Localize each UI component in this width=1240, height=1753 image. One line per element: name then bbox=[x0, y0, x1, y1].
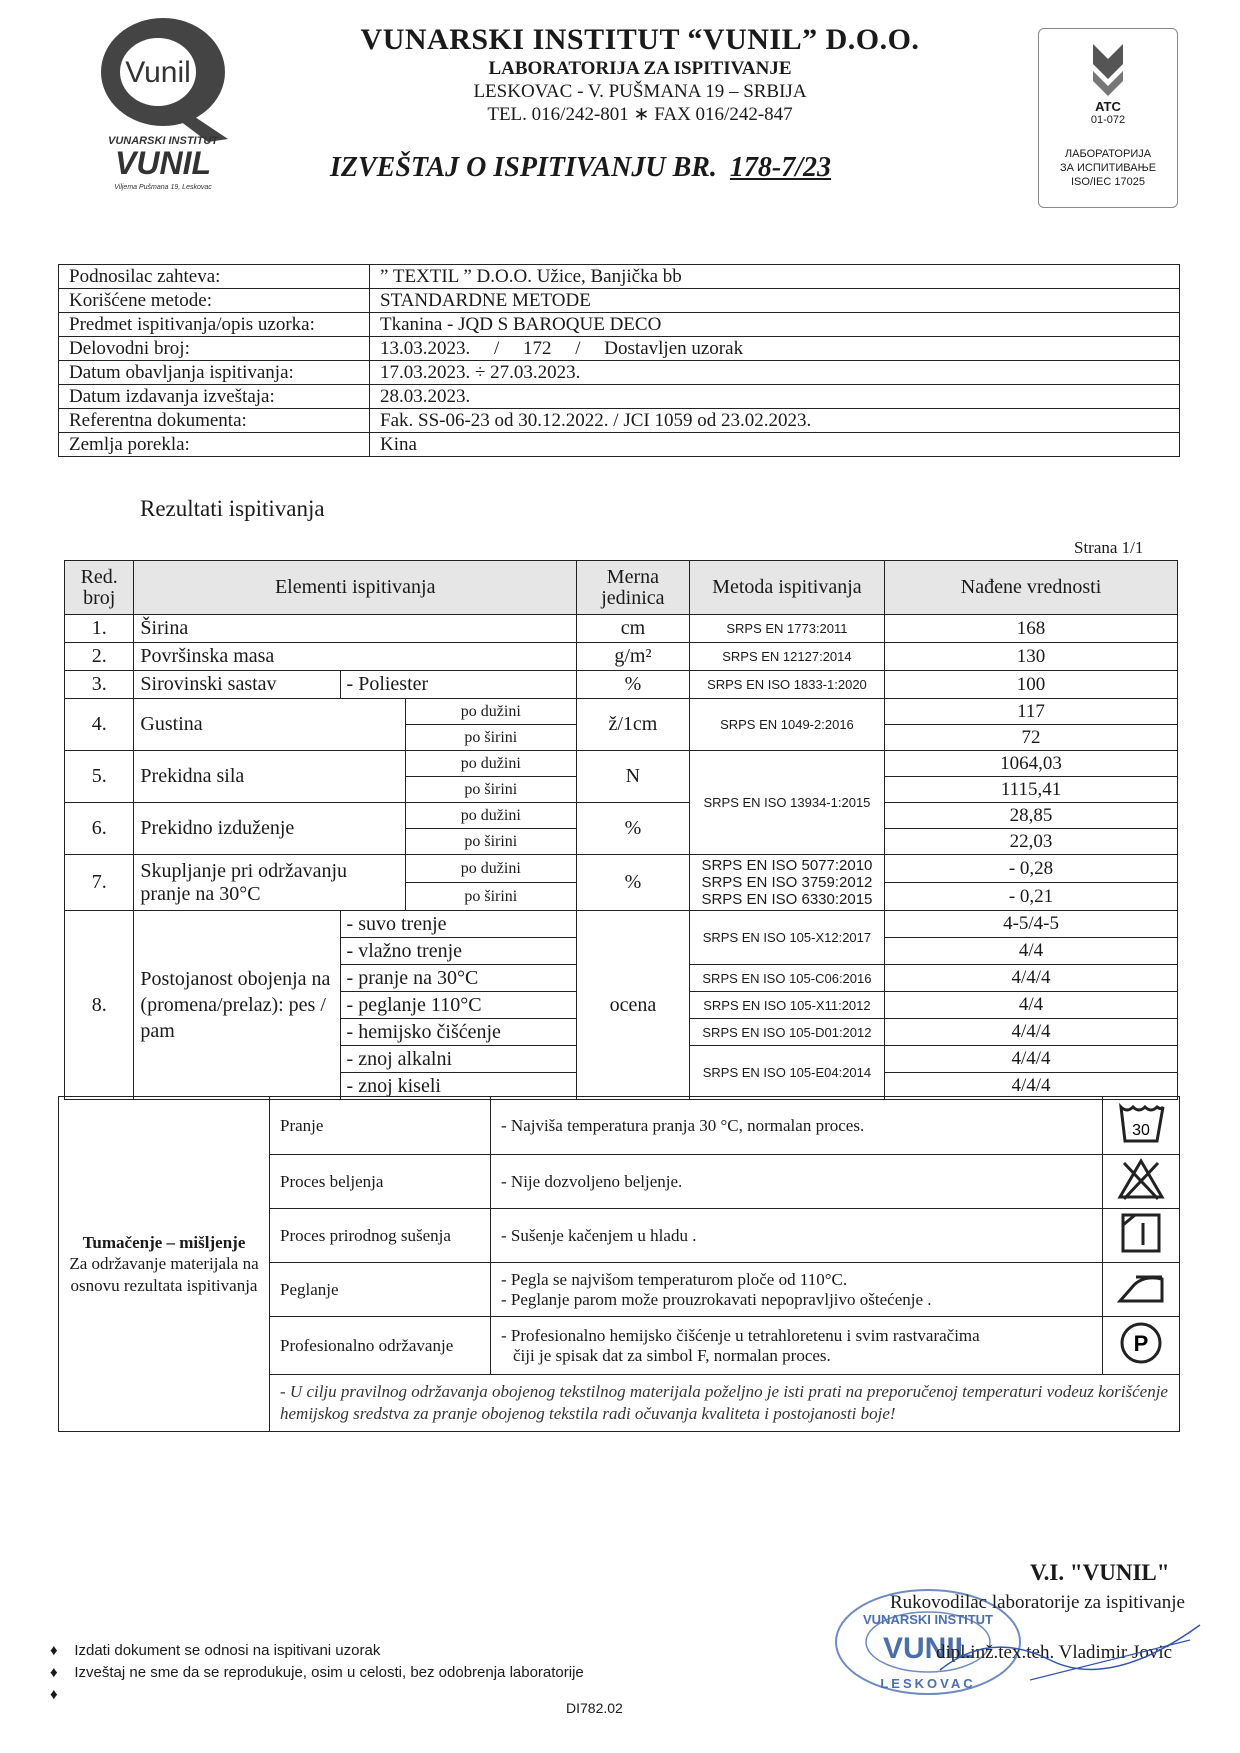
row-method: SRPS EN ISO 1833-1:2020 bbox=[689, 671, 884, 699]
method-line: SRPS EN ISO 3759:2012 bbox=[701, 873, 873, 891]
care-text-line: - Peglanje parom može prouzrokavati nepopravljivo oštećenje . bbox=[501, 1289, 932, 1309]
row-value: 4/4/4 bbox=[885, 1019, 1178, 1046]
care-label: Proces prirodnog sušenja bbox=[270, 1209, 491, 1263]
fastness-item: - znoj alkalni bbox=[340, 1046, 576, 1073]
direction-width: po širini bbox=[405, 725, 576, 751]
info-label: Predmet ispitivanja/opis uzorka: bbox=[59, 313, 370, 337]
row-unit: g/m² bbox=[577, 643, 690, 671]
report-number: 178-7/23 bbox=[729, 152, 832, 183]
row-unit: % bbox=[577, 855, 690, 911]
info-label: Datum izdavanja izveštaja: bbox=[59, 385, 370, 409]
info-value: STANDARDNE METODE bbox=[370, 289, 1180, 313]
row-value: 4-5/4-5 bbox=[885, 911, 1178, 938]
fastness-item: - vlažno trenje bbox=[340, 938, 576, 965]
fastness-item: - peglanje 110°C bbox=[340, 992, 576, 1019]
row-method: SRPS EN ISO 105-E04:2014 bbox=[689, 1046, 884, 1100]
row-element-line2: pranje na 30°C bbox=[140, 882, 261, 905]
direction-width: po širini bbox=[405, 883, 576, 911]
signer-name: dipl.inž.tex.teh. Vladimir Jović bbox=[936, 1642, 1173, 1663]
direction-length: po dužini bbox=[405, 803, 576, 829]
atc-lab: ЛАБОРАТОРИЈА bbox=[1064, 148, 1152, 160]
svg-text:30: 30 bbox=[1132, 1122, 1150, 1139]
row-element: Površinska masa bbox=[134, 643, 577, 671]
direction-length: po dužini bbox=[405, 855, 576, 883]
request-info-table bbox=[58, 264, 1180, 457]
row-method: SRPS EN ISO 105-X11:2012 bbox=[689, 992, 884, 1019]
table-row bbox=[65, 803, 1178, 829]
table-row bbox=[65, 643, 1178, 671]
care-text-line: - Pegla se najvišom temperaturom ploče od 110°C. bbox=[501, 1269, 848, 1289]
table-row bbox=[65, 911, 1178, 938]
page-label: Strana 1/1 bbox=[1074, 538, 1144, 557]
logo-brand: VUNIL bbox=[115, 145, 211, 181]
row-value: 168 bbox=[885, 615, 1178, 643]
row-element: Prekidna sila bbox=[134, 751, 405, 803]
row-unit: ž/1cm bbox=[577, 699, 690, 751]
direction-length: po dužini bbox=[405, 699, 576, 725]
logo-text: Vunil bbox=[125, 56, 191, 89]
wash-30-icon bbox=[1103, 1097, 1180, 1155]
info-label: Datum obavljanja ispitivanja: bbox=[59, 361, 370, 385]
info-value: 17.03.2023. ÷ 27.03.2023. bbox=[370, 361, 1180, 385]
iron-low-icon bbox=[1103, 1263, 1180, 1317]
info-label: Korišćene metode: bbox=[59, 289, 370, 313]
info-value: 13.03.2023. / 172 / Dostavljen uzorak bbox=[370, 337, 1180, 361]
svg-text:VUNIL: VUNIL bbox=[883, 1632, 973, 1665]
dry-clean-p-icon bbox=[1103, 1317, 1180, 1375]
row-unit: % bbox=[577, 803, 690, 855]
row-num: 1. bbox=[65, 615, 134, 643]
table-row bbox=[59, 337, 1180, 361]
row-element: Gustina bbox=[134, 699, 405, 751]
table-row bbox=[59, 289, 1180, 313]
col-element: Elementi ispitivanja bbox=[134, 561, 577, 615]
info-value: ” TEXTIL ” D.O.O. Užice, Banjička bb bbox=[370, 265, 1180, 289]
footer-note: ♦ Izdati dokument se odnosi na ispitivani uzorak bbox=[50, 1642, 381, 1659]
fastness-item: - znoj kiseli bbox=[340, 1073, 576, 1100]
care-note: - U cilju pravilnog održavanja obojenog tekstilnog materijala poželjno je isti prati na preporučenoj temperaturi vodeuz korišćenje hemijskog sredstva za pranje obojenog tekstila radi očuvanja kvaliteta i postojanosti boje! bbox=[270, 1375, 1180, 1432]
care-text: - Nije dozvoljeno beljenje. bbox=[491, 1155, 1103, 1209]
row-method: SRPS EN ISO 105-X12:2017 bbox=[689, 911, 884, 965]
table-row bbox=[59, 385, 1180, 409]
col-method: Metoda ispitivanja bbox=[689, 561, 884, 615]
row-num: 7. bbox=[65, 855, 134, 911]
fastness-item: - hemijsko čišćenje bbox=[340, 1019, 576, 1046]
direction-length: po dužini bbox=[405, 751, 576, 777]
method-line: SRPS EN ISO 6330:2015 bbox=[701, 891, 873, 909]
col-num: Red. broj bbox=[65, 561, 134, 615]
col-value: Nađene vrednosti bbox=[885, 561, 1178, 615]
care-label: Peglanje bbox=[270, 1263, 491, 1317]
info-label: Delovodni broj: bbox=[59, 337, 370, 361]
row-value: 4/4 bbox=[885, 992, 1178, 1019]
atc-logo-icon bbox=[1083, 39, 1133, 99]
row-element: Sirovinski sastav bbox=[134, 671, 340, 699]
report-title-prefix: IZVEŠTAJ O ISPITIVANJU BR. bbox=[330, 152, 717, 183]
institute-name: VUNARSKI INSTITUT “VUNIL” D.O.O. bbox=[360, 23, 920, 56]
footer-note: ♦ Izveštaj ne sme da se reprodukuje, osim u celosti, bez odobrenja laboratorije bbox=[50, 1663, 584, 1681]
row-value: 1115,41 bbox=[885, 777, 1178, 803]
table-row bbox=[65, 855, 1178, 883]
logo-address: Viljema Pušmana 19, Leskovac bbox=[114, 184, 212, 191]
row-num: 5. bbox=[65, 751, 134, 803]
table-row bbox=[65, 751, 1178, 777]
row-value: 72 bbox=[885, 725, 1178, 751]
table-row bbox=[65, 699, 1178, 725]
table-row bbox=[59, 1097, 1180, 1155]
row-num: 4. bbox=[65, 699, 134, 751]
row-unit: cm bbox=[577, 615, 690, 643]
row-method: SRPS EN ISO 105-C06:2016 bbox=[689, 965, 884, 992]
handwritten-signature bbox=[930, 1610, 1210, 1690]
table-row bbox=[59, 361, 1180, 385]
table-row bbox=[59, 265, 1180, 289]
logo-caption: VUNARSKI INSTITUT bbox=[108, 135, 218, 147]
no-bleach-icon bbox=[1103, 1155, 1180, 1209]
care-label: Profesionalno održavanje bbox=[270, 1317, 491, 1375]
fastness-item: - pranje na 30°C bbox=[340, 965, 576, 992]
interpretation-title bbox=[59, 1097, 270, 1432]
table-row bbox=[59, 433, 1180, 457]
row-value: 4/4/4 bbox=[885, 965, 1178, 992]
info-value: Fak. SS-06-23 od 30.12.2022. / JCI 1059 od 23.02.2023. bbox=[370, 409, 1180, 433]
atc-lab2: ЗА ИСПИТИВАЊЕ bbox=[1059, 161, 1157, 174]
method-line: SRPS EN ISO 5077:2010 bbox=[701, 856, 873, 874]
info-label: Referentna dokumenta: bbox=[59, 409, 370, 433]
institute-logo bbox=[88, 14, 238, 194]
row-num: 8. bbox=[65, 911, 134, 1100]
care-label: Pranje bbox=[270, 1097, 491, 1155]
svg-text:P: P bbox=[1133, 1331, 1149, 1356]
row-unit: % bbox=[577, 671, 690, 699]
fastness-item: - suvo trenje bbox=[340, 911, 576, 938]
phone-fax: TEL. 016/242-801 ∗ FAX 016/242-847 bbox=[487, 103, 793, 125]
footer-notes bbox=[50, 1640, 584, 1705]
row-value: 100 bbox=[885, 671, 1178, 699]
table-row bbox=[59, 409, 1180, 433]
svg-text:LESKOVAC: LESKOVAC bbox=[880, 1676, 976, 1691]
care-text: - Najviša temperatura pranja 30 °C, normalan proces. bbox=[491, 1097, 1103, 1155]
row-value: 117 bbox=[885, 699, 1178, 725]
accreditation-badge bbox=[1038, 28, 1178, 208]
document-reference: DI782.02 bbox=[566, 1700, 623, 1716]
results-heading: Rezultati ispitivanja bbox=[140, 496, 325, 521]
row-num: 6. bbox=[65, 803, 134, 855]
row-element: Prekidno izduženje bbox=[134, 803, 405, 855]
line-dry-shade-icon bbox=[1103, 1209, 1180, 1263]
info-label: Zemlja porekla: bbox=[59, 433, 370, 457]
report-title bbox=[330, 152, 837, 184]
row-value: - 0,21 bbox=[885, 883, 1178, 911]
info-value: Tkanina - JQD S BAROQUE DECO bbox=[370, 313, 1180, 337]
table-row bbox=[65, 671, 1178, 699]
atc-iso: ISO/IEC 17025 bbox=[1071, 175, 1145, 188]
row-element-line1: Skupljanje pri održavanju bbox=[140, 859, 348, 882]
row-unit: ocena bbox=[577, 911, 690, 1100]
row-element: Širina bbox=[134, 615, 577, 643]
row-method bbox=[689, 855, 884, 911]
row-method: SRPS EN ISO 13934-1:2015 bbox=[689, 751, 884, 855]
care-text bbox=[491, 1317, 1103, 1375]
row-unit: N bbox=[577, 751, 690, 803]
care-text: - Sušenje kačenjem u hladu . bbox=[491, 1209, 1103, 1263]
row-value: 22,03 bbox=[885, 829, 1178, 855]
direction-width: po širini bbox=[405, 829, 576, 855]
info-label: Podnosilac zahteva: bbox=[59, 265, 370, 289]
results-table bbox=[64, 560, 1178, 1100]
row-value: 28,85 bbox=[885, 803, 1178, 829]
row-value: 4/4/4 bbox=[885, 1073, 1178, 1100]
care-label: Proces beljenja bbox=[270, 1155, 491, 1209]
row-value: - 0,28 bbox=[885, 855, 1178, 883]
signature-role: Rukovodilac laboratorije za ispitivanje bbox=[890, 1592, 1185, 1613]
row-value: 1064,03 bbox=[885, 751, 1178, 777]
atc-number: 01-072 bbox=[1090, 114, 1126, 126]
care-text bbox=[491, 1263, 1103, 1317]
signature-company: V.I. "VUNIL" bbox=[1030, 1560, 1170, 1585]
row-num: 2. bbox=[65, 643, 134, 671]
atc-code: ATC bbox=[1095, 99, 1121, 114]
interpretation-heading: Tumačenje – mišljenje bbox=[82, 1233, 246, 1253]
row-value: 130 bbox=[885, 643, 1178, 671]
row-value: 4/4 bbox=[885, 938, 1178, 965]
footer-bullet: ♦ bbox=[50, 1685, 58, 1703]
row-method: SRPS EN ISO 105-D01:2012 bbox=[689, 1019, 884, 1046]
svg-text:VUNARSKI INSTITUT: VUNARSKI INSTITUT bbox=[863, 1612, 993, 1627]
row-method: SRPS EN 1049-2:2016 bbox=[689, 699, 884, 751]
info-value: Kina bbox=[370, 433, 1180, 457]
interpretation-subtitle: Za održavanje materijala na osnovu rezultata ispitivanja bbox=[69, 1254, 259, 1295]
care-text-line: - Profesionalno hemijsko čišćenje u tetrahloretenu i svim rastvaračima bbox=[501, 1325, 980, 1345]
col-unit: Merna jedinica bbox=[577, 561, 690, 615]
table-row bbox=[65, 615, 1178, 643]
info-value: 28.03.2023. bbox=[370, 385, 1180, 409]
row-value: 4/4/4 bbox=[885, 1046, 1178, 1073]
row-subelement: - Poliester bbox=[340, 671, 576, 699]
row-element: Postojanost obojenja na (promena/prelaz): pes / pam bbox=[134, 911, 340, 1100]
care-text-line: čiji je spisak dat za simbol F, normalan proces. bbox=[513, 1345, 831, 1365]
direction-width: po širini bbox=[405, 777, 576, 803]
header-block bbox=[300, 22, 980, 126]
interpretation-table bbox=[58, 1096, 1180, 1432]
row-method: SRPS EN 12127:2014 bbox=[689, 643, 884, 671]
row-num: 3. bbox=[65, 671, 134, 699]
address: LESKOVAC - V. PUŠMANA 19 – SRBIJA bbox=[473, 80, 807, 102]
table-row bbox=[59, 313, 1180, 337]
row-element bbox=[134, 855, 405, 911]
row-method: SRPS EN 1773:2011 bbox=[689, 615, 884, 643]
table-header-row bbox=[65, 561, 1178, 615]
lab-name: LABORATORIJA ZA ISPITIVANJE bbox=[488, 58, 792, 79]
